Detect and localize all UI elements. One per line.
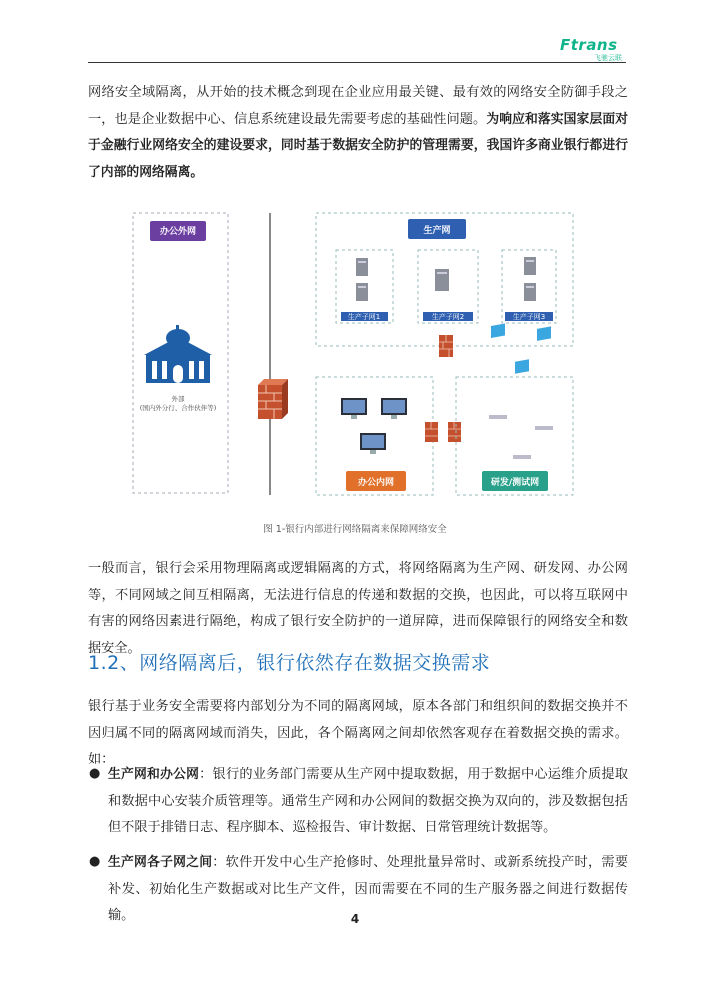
office-net-label: 办公内网 [357,478,395,488]
bank-building-icon [144,325,212,383]
subnet-2-label: 生产子网2 [431,313,465,321]
external-net-label: 办公外网 [159,227,197,237]
page-number: 4 [350,912,360,926]
external-label-2: (国内外分行、合作伙伴等) [139,404,217,412]
header-divider [88,62,626,63]
production-subnet-1 [336,250,393,323]
bullet-2-text: ：软件开发中心生产抢修时、处理批量异常时、或新系统投产时，需要补发、初始化生产数据或对比生产文件，因而需要在不同的生产服务器之间进行数据传输。 [108,855,629,923]
bullet-dot-2: ● [89,854,101,869]
production-subnet-3 [502,250,556,323]
bullet-1-lead: 生产网和办公网 [108,767,200,782]
bullet-dot-1: ● [89,766,101,781]
office-net-badge [346,471,406,491]
subnet-1-label: 生产子网1 [347,313,381,321]
bullet-1-text: ：银行的业务部门需要从生产网中提取数据，用于数据中心运维介质提取和数据中心安装介质管理等。通常生产网和办公网间的数据交换为双向的，涉及数据包括但不限于排错日志、程序脚本、巡检报告、审计数据、日常管理统计数据等。 [108,767,629,835]
dev-computers-icon [489,323,553,459]
paragraph-isolation-methods: 一般而言，银行会采用物理隔离或逻辑隔离的方式，将网络隔离为生产网、研发网、办公网等，不同网域之间互相隔离，无法进行信息的传递和数据的交换，也因此，可以将互联网中有害的网络因素进行隔绝，构成了银行安全防护的一道屏障，进而保障银行的网络安全和数据安全。 [88,561,628,656]
intro-bold-text: 为响应和落实国家层面对于金融行业网络安全的建设要求，同时基于数据安全防护的管理需要，我国许多商业银行都进行了内部的网络隔离。 [88,111,629,180]
external-net-badge [150,221,206,241]
bullet-2-lead: 生产网各子网之间 [108,855,213,870]
production-net-label: 生产网 [423,226,451,236]
intro-paragraph [88,80,628,186]
logo-subtitle: 飞驰云联 [594,54,622,62]
dev-net-badge [482,471,548,491]
figure-caption: 图 1-银行内部进行网络隔离来保障网络安全 [263,524,447,535]
firewall-production-icon [439,335,453,357]
bullet-item-1 [108,762,628,842]
production-net-badge [408,219,466,239]
paragraph-exchange-needs: 银行基于业务安全需要将内部划分为不同的隔离网域，原本各部门和组织间的数据交换并不因归属不同的隔离网域而消失，因此，各个隔离网之间却依然客观存在着数据交换的需求。如： [88,699,628,767]
logo-brand: Ftrans [560,36,618,54]
office-computers-icon [341,398,407,454]
firewall-main-icon [258,379,288,419]
section-heading: 1.2、网络隔离后，银行依然存在数据交换需求 [88,652,491,674]
production-subnet-2 [418,250,478,323]
company-logo [560,38,626,60]
subnet-3-label: 生产子网3 [512,313,546,321]
external-label-1: 外部 [171,395,185,403]
dev-net-label: 研发/测试网 [490,478,540,488]
network-isolation-diagram [88,205,628,510]
intro-text: 网络安全域隔离，从开始的技术概念到现在企业应用最关键、最有效的网络安全防御手段之一，也是企业数据中心、信息系统建设最先需要考虑的基础性问题。 [88,85,628,127]
